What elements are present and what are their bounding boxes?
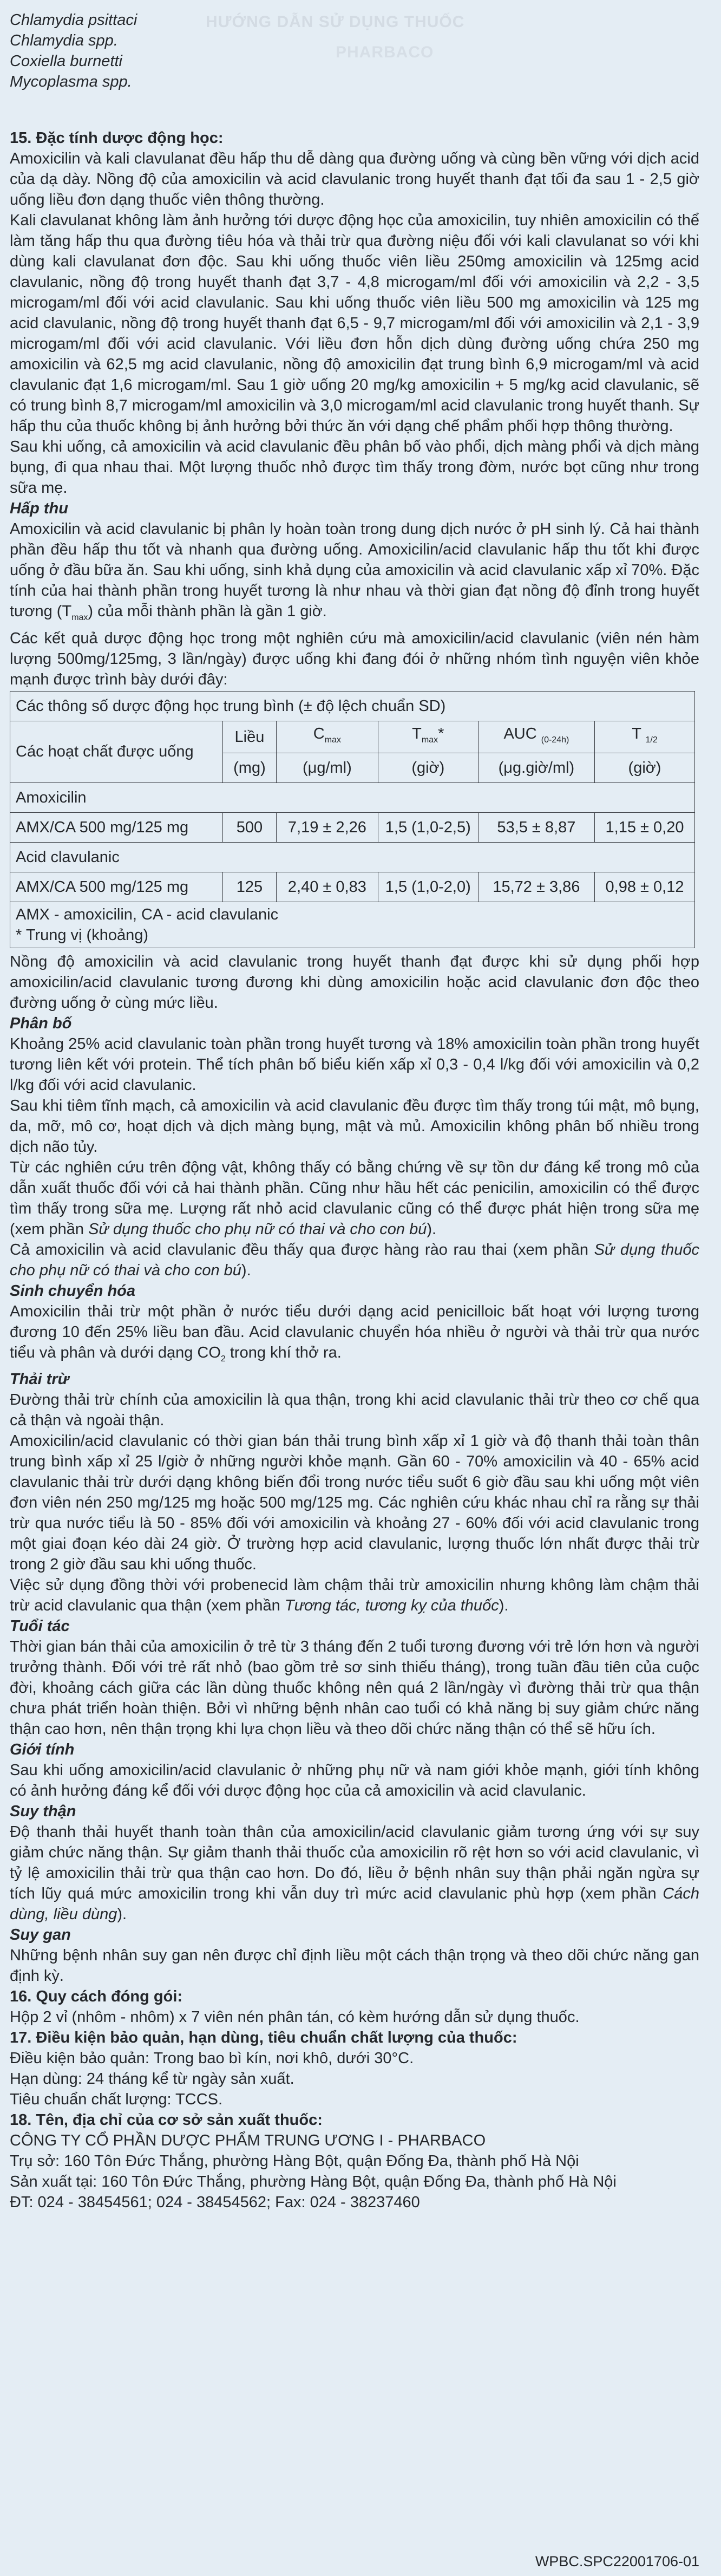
paragraph: Sau khi uống, cả amoxicilin và acid clavulanic đều phân bố vào phổi, dịch màng phổi và dịch màng bụng, đi qua nhau thai. Một lượng thuốc nhỏ được tìm thấy trong đờm, nước bọt cũng như trong sữa mẹ. [10, 438, 699, 497]
paragraph: Nồng độ amoxicilin và acid clavulanic trong huyết thanh đạt được khi sử dụng phối hợp amoxicilin/acid clavulanic tương đương khi dùng amoxicilin hoặc acid clavulanic đơn độc theo đường uống ở cùng mức liều. [10, 953, 699, 1012]
absorption-heading: Hấp thu [10, 500, 68, 517]
cell-substance: AMX/CA 500 mg/125 mg [10, 872, 223, 902]
watermark-text: PHARBACO [336, 43, 434, 61]
organism-item: Chlamydia psittaci [10, 11, 137, 29]
paragraph: Sau khi uống amoxicilin/acid clavulanic ở những phụ nữ và nam giới khỏe mạnh, giới tính không có ảnh hưởng đáng kể đối với dược động học của cả amoxicilin và acid clavulanic. [10, 1762, 699, 1800]
header-t12: T $_{1/2}$ [595, 721, 695, 753]
distribution-heading: Phân bố [10, 1014, 72, 1032]
paragraph: Từ các nghiên cứu trên động vật, không thấy có bằng chứng về sự tồn dư đáng kể trong mô của dẫn xuất thuốc đối với cả hai thành phần. Cũng như hầu hết các penicilin, amoxicilin có thể được tìm thấy trong sữa mẹ. Lượng rất nhỏ acid clavulanic cũng có thể được phát hiện trong sữa mẹ (xem phần Sử dụng thuốc cho phụ nữ có thai và cho con bú). [10, 1158, 699, 1238]
hepatic-heading: Suy gan [10, 1926, 71, 1944]
table-row [10, 812, 695, 842]
header-substance: Các hoạt chất được uống [10, 721, 223, 782]
section-17-title: 17. Điều kiện bảo quản, hạn dùng, tiêu chuẩn chất lượng của thuốc: [10, 2029, 517, 2047]
table-caption: Các thông số dược động học trung bình (± độ lệch chuẩn SD) [10, 691, 695, 721]
header-tmax: $T_{max}*$ [378, 721, 478, 753]
metabolism-heading: Sinh chuyển hóa [10, 1282, 136, 1300]
pharmacokinetic-table [10, 691, 695, 948]
cell-t12: 1,15 ± 0,20 [595, 812, 695, 842]
section-18-title: 18. Tên, địa chỉ của cơ sở sản xuất thuốc: [10, 2111, 323, 2129]
cell-dose: 500 [222, 812, 276, 842]
paragraph: Thời gian bán thải của amoxicilin ở trẻ từ 3 tháng đến 2 tuổi tương đương với trẻ lớn hơn và người trưởng thành. Đối với trẻ rất nhỏ (bao gồm trẻ sơ sinh thiếu tháng), trong tuần đầu tiên của cuộc đời, khoảng cách giữa các lần dùng thuốc không nên quá 2 lần/ngày vì đường thải trừ qua thận chưa phát triển hoàn thiện. Bởi vì những bệnh nhân cao tuổi có khả năng bị suy giảm chức năng thận cao hơn, nên thận trọng khi lựa chọn liều và theo dõi chức năng thận có thể sẽ hữu ích. [10, 1638, 699, 1738]
cell-auc: 53,5 ± 8,87 [478, 812, 594, 842]
cell-substance: AMX/CA 500 mg/125 mg [10, 812, 223, 842]
paragraph: Amoxicilin/acid clavulanic có thời gian bán thải trung bình xấp xỉ 1 giờ và độ thanh thải toàn thân trung bình xấp xỉ 25 l/giờ ở những người khỏe mạnh. Gần 60 - 70% amoxicilin và 40 - 65% acid clavulanic thải trừ dưới dạng không biến đổi trong nước tiểu suốt 6 giờ đầu sau khi uống một viên đơn viên nén 250 mg/125 mg hoặc 500 mg/125 mg. Các nghiên cứu khác nhau chỉ ra rằng sự thải trừ qua nước tiểu là 50 - 85% đối với amoxicilin và khoảng 27 - 60% đối với acid clavulanic trong một giai đoạn kéo dài 24 giờ. Ở trường hợp acid clavulanic, lượng thuốc lớn nhất được thải trừ trong 2 giờ đầu sau khi uống thuốc. [10, 1432, 699, 1574]
paragraph: Độ thanh thải huyết thanh toàn thân của amoxicilin/acid clavulanic giảm tương ứng với sự suy giảm chức năng thận. Sự giảm thanh thải thuốc của amoxicilin rõ rệt hơn so với acid clavulanic, vì tỷ lệ amoxicilin thải trừ qua thận cao hơn. Do đó, liều ở bệnh nhân suy thận phải ngăn ngừa sự tích lũy quá mức amoxicilin trong khi vẫn duy trì mức acid clavulanic phù hợp (xem phần Cách dùng, liều dùng). [10, 1823, 699, 1923]
cell-tmax: 1,5 (1,0-2,5) [378, 812, 478, 842]
factory-address: Sản xuất tại: 160 Tôn Đức Thắng, phường Hàng Bột, quận Đống Đa, thành phố Hà Nội [10, 2173, 617, 2191]
paragraph: Đường thải trừ chính của amoxicilin là qua thận, trong khi acid clavulanic thải trừ theo cơ chế qua cả thận và ngoài thận. [10, 1391, 699, 1430]
paragraph: Những bệnh nhân suy gan nên được chỉ định liều một cách thận trọng và theo dõi chức năng gan định kỳ. [10, 1947, 699, 1985]
quality-standard-text: Tiêu chuẩn chất lượng: TCCS. [10, 2091, 223, 2109]
section-16-title: 16. Quy cách đóng gói: [10, 1988, 183, 2006]
renal-heading: Suy thận [10, 1803, 76, 1821]
unit-cmax: (μg/ml) [276, 753, 378, 782]
office-address: Trụ sở: 160 Tôn Đức Thắng, phường Hàng Bột, quận Đống Đa, thành phố Hà Nội [10, 2153, 579, 2170]
paragraph: Hộp 2 vỉ (nhôm - nhôm) x 7 viên nén phân tán, có kèm hướng dẫn sử dụng thuốc. [10, 2008, 580, 2026]
paragraph: Việc sử dụng đồng thời với probenecid làm chậm thải trừ amoxicilin nhưng không làm chậm thải trừ acid clavulanic qua thận (xem phần Tương tác, tương kỵ của thuốc). [10, 1576, 699, 1615]
table-header-row [10, 721, 695, 753]
sex-heading: Giới tính [10, 1741, 75, 1759]
table-notes-row [10, 902, 695, 948]
cell-tmax: 1,5 (1,0-2,0) [378, 872, 478, 902]
table-note: AMX - amoxicilin, CA - acid clavulanic [16, 905, 279, 923]
table-row [10, 872, 695, 902]
cell-t12: 0,98 ± 0,12 [595, 872, 695, 902]
group-clavulanic: Acid clavulanic [10, 842, 695, 872]
company-name: CÔNG TY CỔ PHẦN DƯỢC PHẨM TRUNG ƯƠNG I - PHARBACO [10, 2132, 486, 2150]
paragraph: Amoxicilin và kali clavulanat đều hấp thu dễ dàng qua đường uống và cùng bền vững với dịch acid của dạ dày. Nồng độ của amoxicilin và acid clavulanic trong huyết thanh đạt tối đa sau 1 - 2,5 giờ uống liều đơn dạng thuốc viên thông thường. [10, 150, 699, 208]
header-auc: AUC $_{(0-24h)}$ [478, 721, 594, 753]
table-group-row [10, 782, 695, 812]
table-note: * Trung vị (khoảng) [16, 926, 149, 944]
unit-tmax: (giờ) [378, 753, 478, 782]
contact-phone: ĐT: 024 - 38454561; 024 - 38454562; Fax: 024 - 38237460 [10, 2194, 420, 2212]
organism-item: Mycoplasma spp. [10, 73, 132, 90]
header-dose: Liều [222, 721, 276, 753]
table-group-row [10, 842, 695, 872]
paragraph: Cả amoxicilin và acid clavulanic đều thấy qua được hàng rào rau thai (xem phần Sử dụng thuốc cho phụ nữ có thai và cho con bú). [10, 1241, 699, 1279]
unit-dose: (mg) [222, 753, 276, 782]
unit-t12: (giờ) [595, 753, 695, 782]
storage-text: Điều kiện bảo quản: Trong bao bì kín, nơi khô, dưới 30°C. [10, 2050, 414, 2068]
group-amoxicilin: Amoxicilin [10, 782, 695, 812]
paragraph: Sau khi tiêm tĩnh mạch, cả amoxicilin và acid clavulanic đều được tìm thấy trong túi mật, mô bụng, da, mỡ, mô cơ, hoạt dịch và dịch màng bụng, mật và mủ. Amoxicilin không phân bố nhiều trong dịch não tủy. [10, 1097, 699, 1156]
organism-item: Coxiella burnetti [10, 53, 122, 70]
paragraph: Kali clavulanat không làm ảnh hưởng tới dược động học của amoxicilin, tuy nhiên amoxicilin có thể làm tăng hấp thu qua đường tiêu hóa và thải trừ qua đường niệu đối với kali clavulanat so với khi dùng kali clavulanat đơn độc. Sau khi uống thuốc viên liều 250mg amoxicilin và 125mg acid clavulanic, nồng độ trong huyết thanh đạt 3,7 - 4,8 microgam/ml đối với amoxicilin và 2,2 - 3,5 microgam/ml đối với acid clavulanic. Sau khi uống thuốc viên liều 500 mg amoxicilin và 125 mg acid clavulanic, nồng độ trong huyết thanh đạt 6,5 - 9,7 microgam/ml đối với amoxicilin và 2,1 - 3,9 microgam/ml đối với acid clavulanic. Với liều đơn hỗn dịch dùng đường uống chứa 250 mg amoxicilin và 62,5 mg acid clavulanic, nồng độ amoxicilin đạt trung bình 6,9 microgam/ml và acid clavulanic đạt 1,6 microgam/ml. Sau 1 giờ uống 20 mg/kg amoxicilin + 5 mg/kg acid clavulanic, sẽ có trung bình 8,7 microgam/ml amoxicilin và 3,0 microgam/ml acid clavulanic trong huyết thanh. Sự hấp thu của thuốc không bị ảnh hưởng bởi thức ăn với dạng chế phẩm phối hợp thông thường. [10, 212, 699, 435]
paragraph: Khoảng 25% acid clavulanic toàn phần trong huyết tương và 18% amoxicilin toàn phần trong huyết tương liên kết với protein. Thể tích phân bố biểu kiến xấp xỉ 0,3 - 0,4 l/kg đối với amoxicilin và 0,2 l/kg đối với acid clavulanic. [10, 1035, 699, 1094]
cell-dose: 125 [222, 872, 276, 902]
section-15-title: 15. Đặc tính dược động học: [10, 129, 224, 147]
age-heading: Tuổi tác [10, 1618, 70, 1635]
paragraph: Amoxicilin và acid clavulanic bị phân ly hoàn toàn trong dung dịch nước ở pH sinh lý. Cả hai thành phần đều hấp thu tốt và nhanh qua đường uống. Amoxicilin/acid clavulanic hấp thu tốt khi được uống ở đầu bữa ăn. Sau khi uống, sinh khả dụng của amoxicilin và acid clavulanic xấp xỉ 70%. Đặc tính của hai thành phần trong huyết tương là như nhau và thời gian đạt nồng độ đỉnh trong huyết tương $(T_{max})$ của mỗi thành phần là gần 1 giờ. [10, 520, 699, 622]
paragraph: Các kết quả dược động học trong một nghiên cứu mà amoxicilin/acid clavulanic (viên nén hàm lượng 500mg/125mg, 3 lần/ngày) được uống khi đang đói ở những nhóm tình nguyện viên khỏe mạnh được trình bày dưới đây: [10, 629, 699, 688]
unit-auc: (μg.giờ/ml) [478, 753, 594, 782]
paragraph: Amoxicilin thải trừ một phần ở nước tiểu dưới dạng acid penicilloic bất hoạt với lượng tương đương 10 đến 25% liều ban đầu. Acid clavulanic chuyển hóa nhiều ở người và thải trừ qua nước tiểu và phân và dưới dạng $CO_2$ trong khí thở ra. [10, 1302, 699, 1364]
organism-item: Chlamydia spp. [10, 32, 118, 49]
watermark-text: HƯỚNG DẪN SỬ DỤNG THUỐC [206, 13, 465, 31]
cell-cmax: 7,19 ± 2,26 [276, 812, 378, 842]
document-code: WPBC.SPC22001706-01 [535, 2553, 699, 2570]
shelf-life-text: Hạn dùng: 24 tháng kể từ ngày sản xuất. [10, 2070, 294, 2088]
header-cmax: $C_{max}$ [276, 721, 378, 753]
elimination-heading: Thải trừ [10, 1371, 69, 1388]
cell-cmax: 2,40 ± 0,83 [276, 872, 378, 902]
cell-auc: 15,72 ± 3,86 [478, 872, 594, 902]
